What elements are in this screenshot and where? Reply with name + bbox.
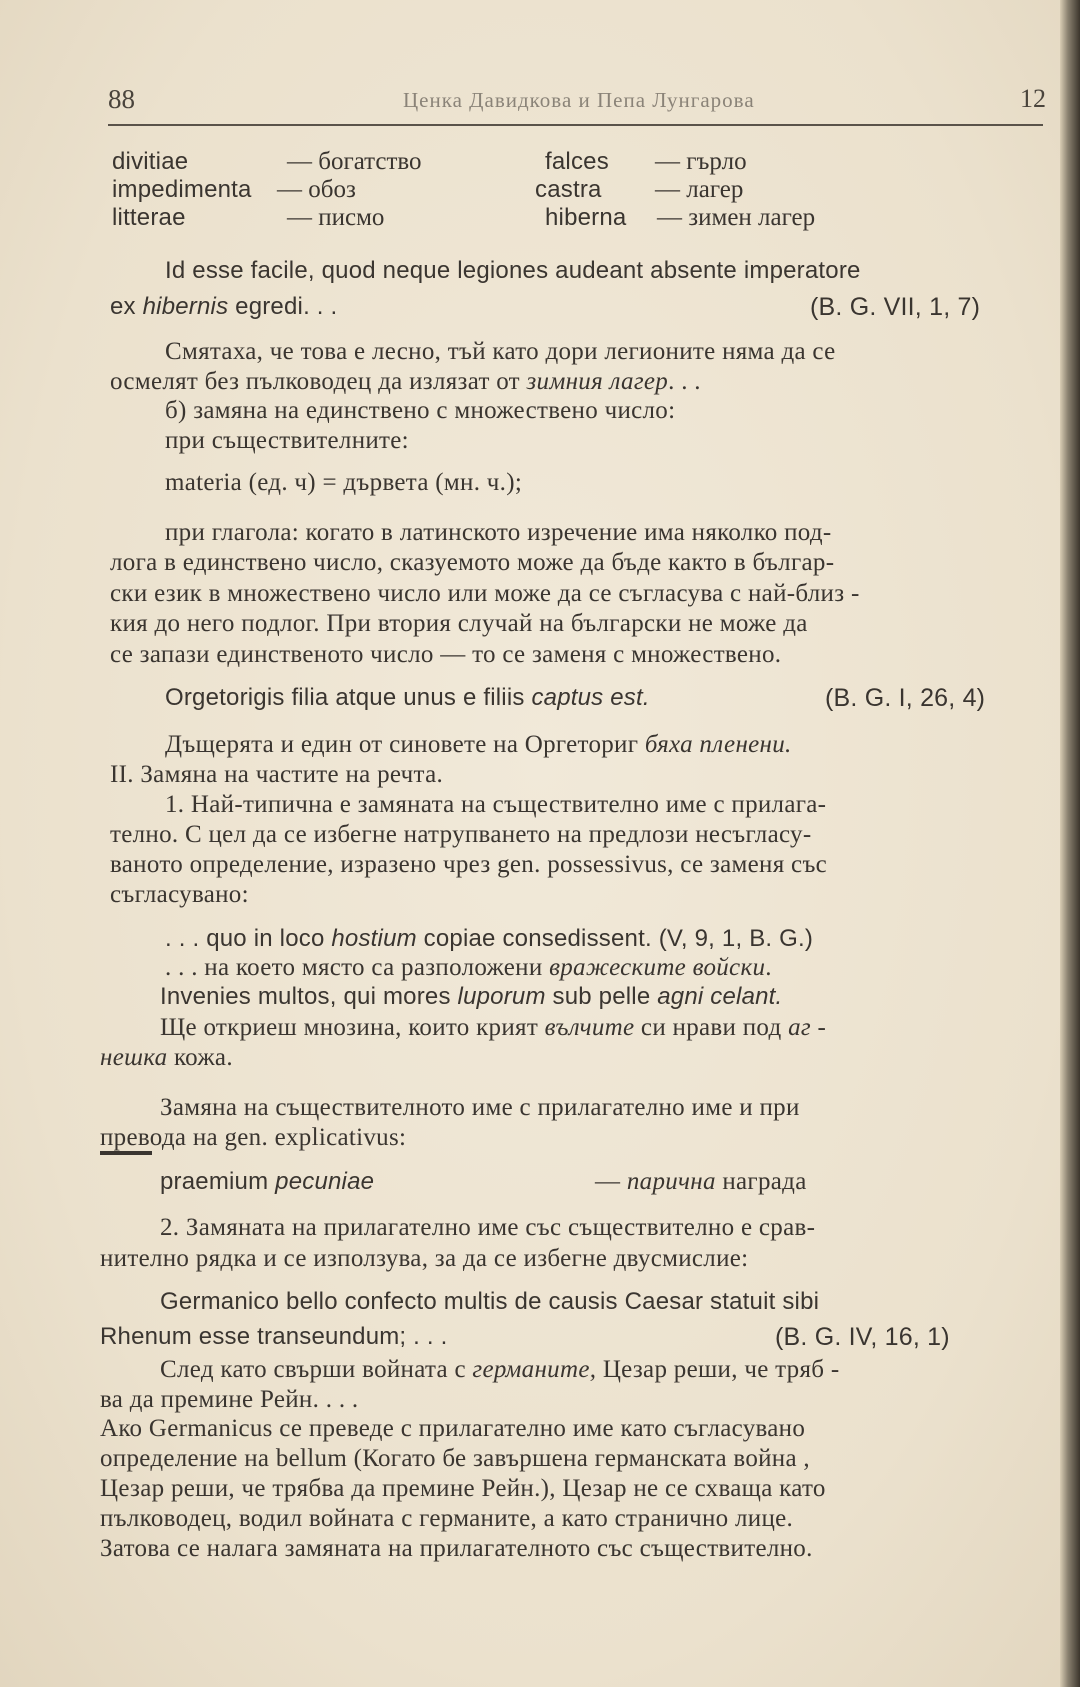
text-line: се запази единственото число — то се заменя с множествено. [110,641,782,668]
text-line: нешка кожа. [100,1044,233,1071]
text-line: лога в единствено число, сказуемото може да бъде както в българ- [110,549,835,576]
vocab-latin: hiberna [545,204,627,231]
vocab-bulgarian: — обоз [277,176,356,203]
text-line: praemium pecuniae [160,1168,375,1195]
text-line: Замяна на съществителното име с прилагателно име и при [160,1094,800,1121]
text-line: Germanico bello confecto multis de causis Caesar statuit sibi [160,1288,820,1315]
vocab-bulgarian: — писмо [287,204,385,231]
text-line: Цезар реши, че трябва да премине Рейн.), Цезар не се схваща като [100,1475,826,1502]
text-line: Id esse facile, quod neque legiones audeant absente imperatore [165,257,861,284]
vocab-bulgarian: — лагер [655,176,744,203]
running-title: Ценка Давидкова и Пепа Лунгарова [403,88,755,112]
text-line: съгласувано: [110,881,249,908]
vocab-bulgarian: — гърло [655,148,747,175]
text-line: ва да премине Рейн. . . . [100,1386,359,1413]
text-line: Затова се налага замяната на прилагателното със съществително. [100,1535,813,1562]
text-line: ски език в множествено число или може да се съгласува с най-близ - [110,580,860,607]
text-line: Invenies multos, qui mores luporum sub pelle agni celant. [160,983,783,1010]
text-line: 1. Най-типична е замяната на съществително име с прилага- [165,791,827,818]
citation-ref: (B. G. IV, 16, 1) [775,1323,950,1351]
text-line: — парична награда [595,1168,807,1195]
text-line: б) замяна на единствено с множествено число: [165,397,676,424]
vocab-latin: falces [545,148,609,175]
text-line: Rhenum esse transeundum; . . . [100,1323,448,1350]
text-line: . . . на което място са разположени вражеските войски. [165,954,772,981]
page-number: 88 [108,84,135,114]
text-line: Ако Germanicus се преведе с прилагателно име като съгласувано [100,1415,806,1442]
text-line: превода на gen. explicativus: [100,1124,407,1151]
citation-ref: (B. G. VII, 1, 7) [810,293,981,321]
text-line: materia (ед. ч) = дървета (мн. ч.); [165,469,523,496]
text-line: Ще откриеш мнозина, които крият вълчите си нрави под аг - [160,1014,827,1041]
vocab-latin: castra [535,176,602,203]
text-line: определение на bellum (Когато бе завършена германската война , [100,1445,810,1472]
text-line: телно. С цел да се избегне натрупването на предлози несъгласу- [110,821,812,848]
text-line: кия до него подлог. При втория случай на български не може да [110,610,808,637]
text-line: при съществителните: [165,427,409,454]
book-spine-edge [1060,0,1080,1687]
text-line: Дъщерята и един от синовете на Оргеториг бяха пленени. [165,731,792,758]
citation-ref: (B. G. I, 26, 4) [825,684,986,712]
text-line: при глагола: когато в латинското изречение има няколко под- [165,519,832,546]
text-line: . . . quo in loco hostium copiae consedissent. (V, 9, 1, B. G.) [165,925,814,952]
vocab-latin: divitiae [112,148,189,175]
text-line: нително рядка и се използува, за да се избегне двусмислие: [100,1245,749,1272]
text-line: 2. Замяната на прилагателно име със съществително е срав- [160,1214,816,1241]
text-line: II. Замяна на частите на речта. [110,761,444,788]
vocab-bulgarian: — зимен лагер [657,204,816,231]
text-line: След като свърши войната с германите, Цезар реши, че тряб - [160,1356,840,1383]
text-line: осмелят без пълководец да излязат от зимния лагер. . . [110,368,701,395]
text-line: Orgetorigis filia atque unus e filiis captus est. [165,684,650,711]
text-line: ex hibernis egredi. . . [110,293,338,320]
right-edge-number: 12 [1020,84,1046,113]
text-line: ваното определение, изразено чрез gen. possessivus, се заменя със [110,851,828,878]
vocab-latin: impedimenta [112,176,252,203]
vocab-bulgarian: — богатство [287,148,422,175]
underline-mark [100,1151,152,1155]
vocab-latin: litterae [112,204,186,231]
text-line: Смятаха, че това е лесно, тъй като дори легионите няма да се [165,338,836,365]
text-line: пълководец, водил войната с германите, а като странично лице. [100,1505,794,1532]
